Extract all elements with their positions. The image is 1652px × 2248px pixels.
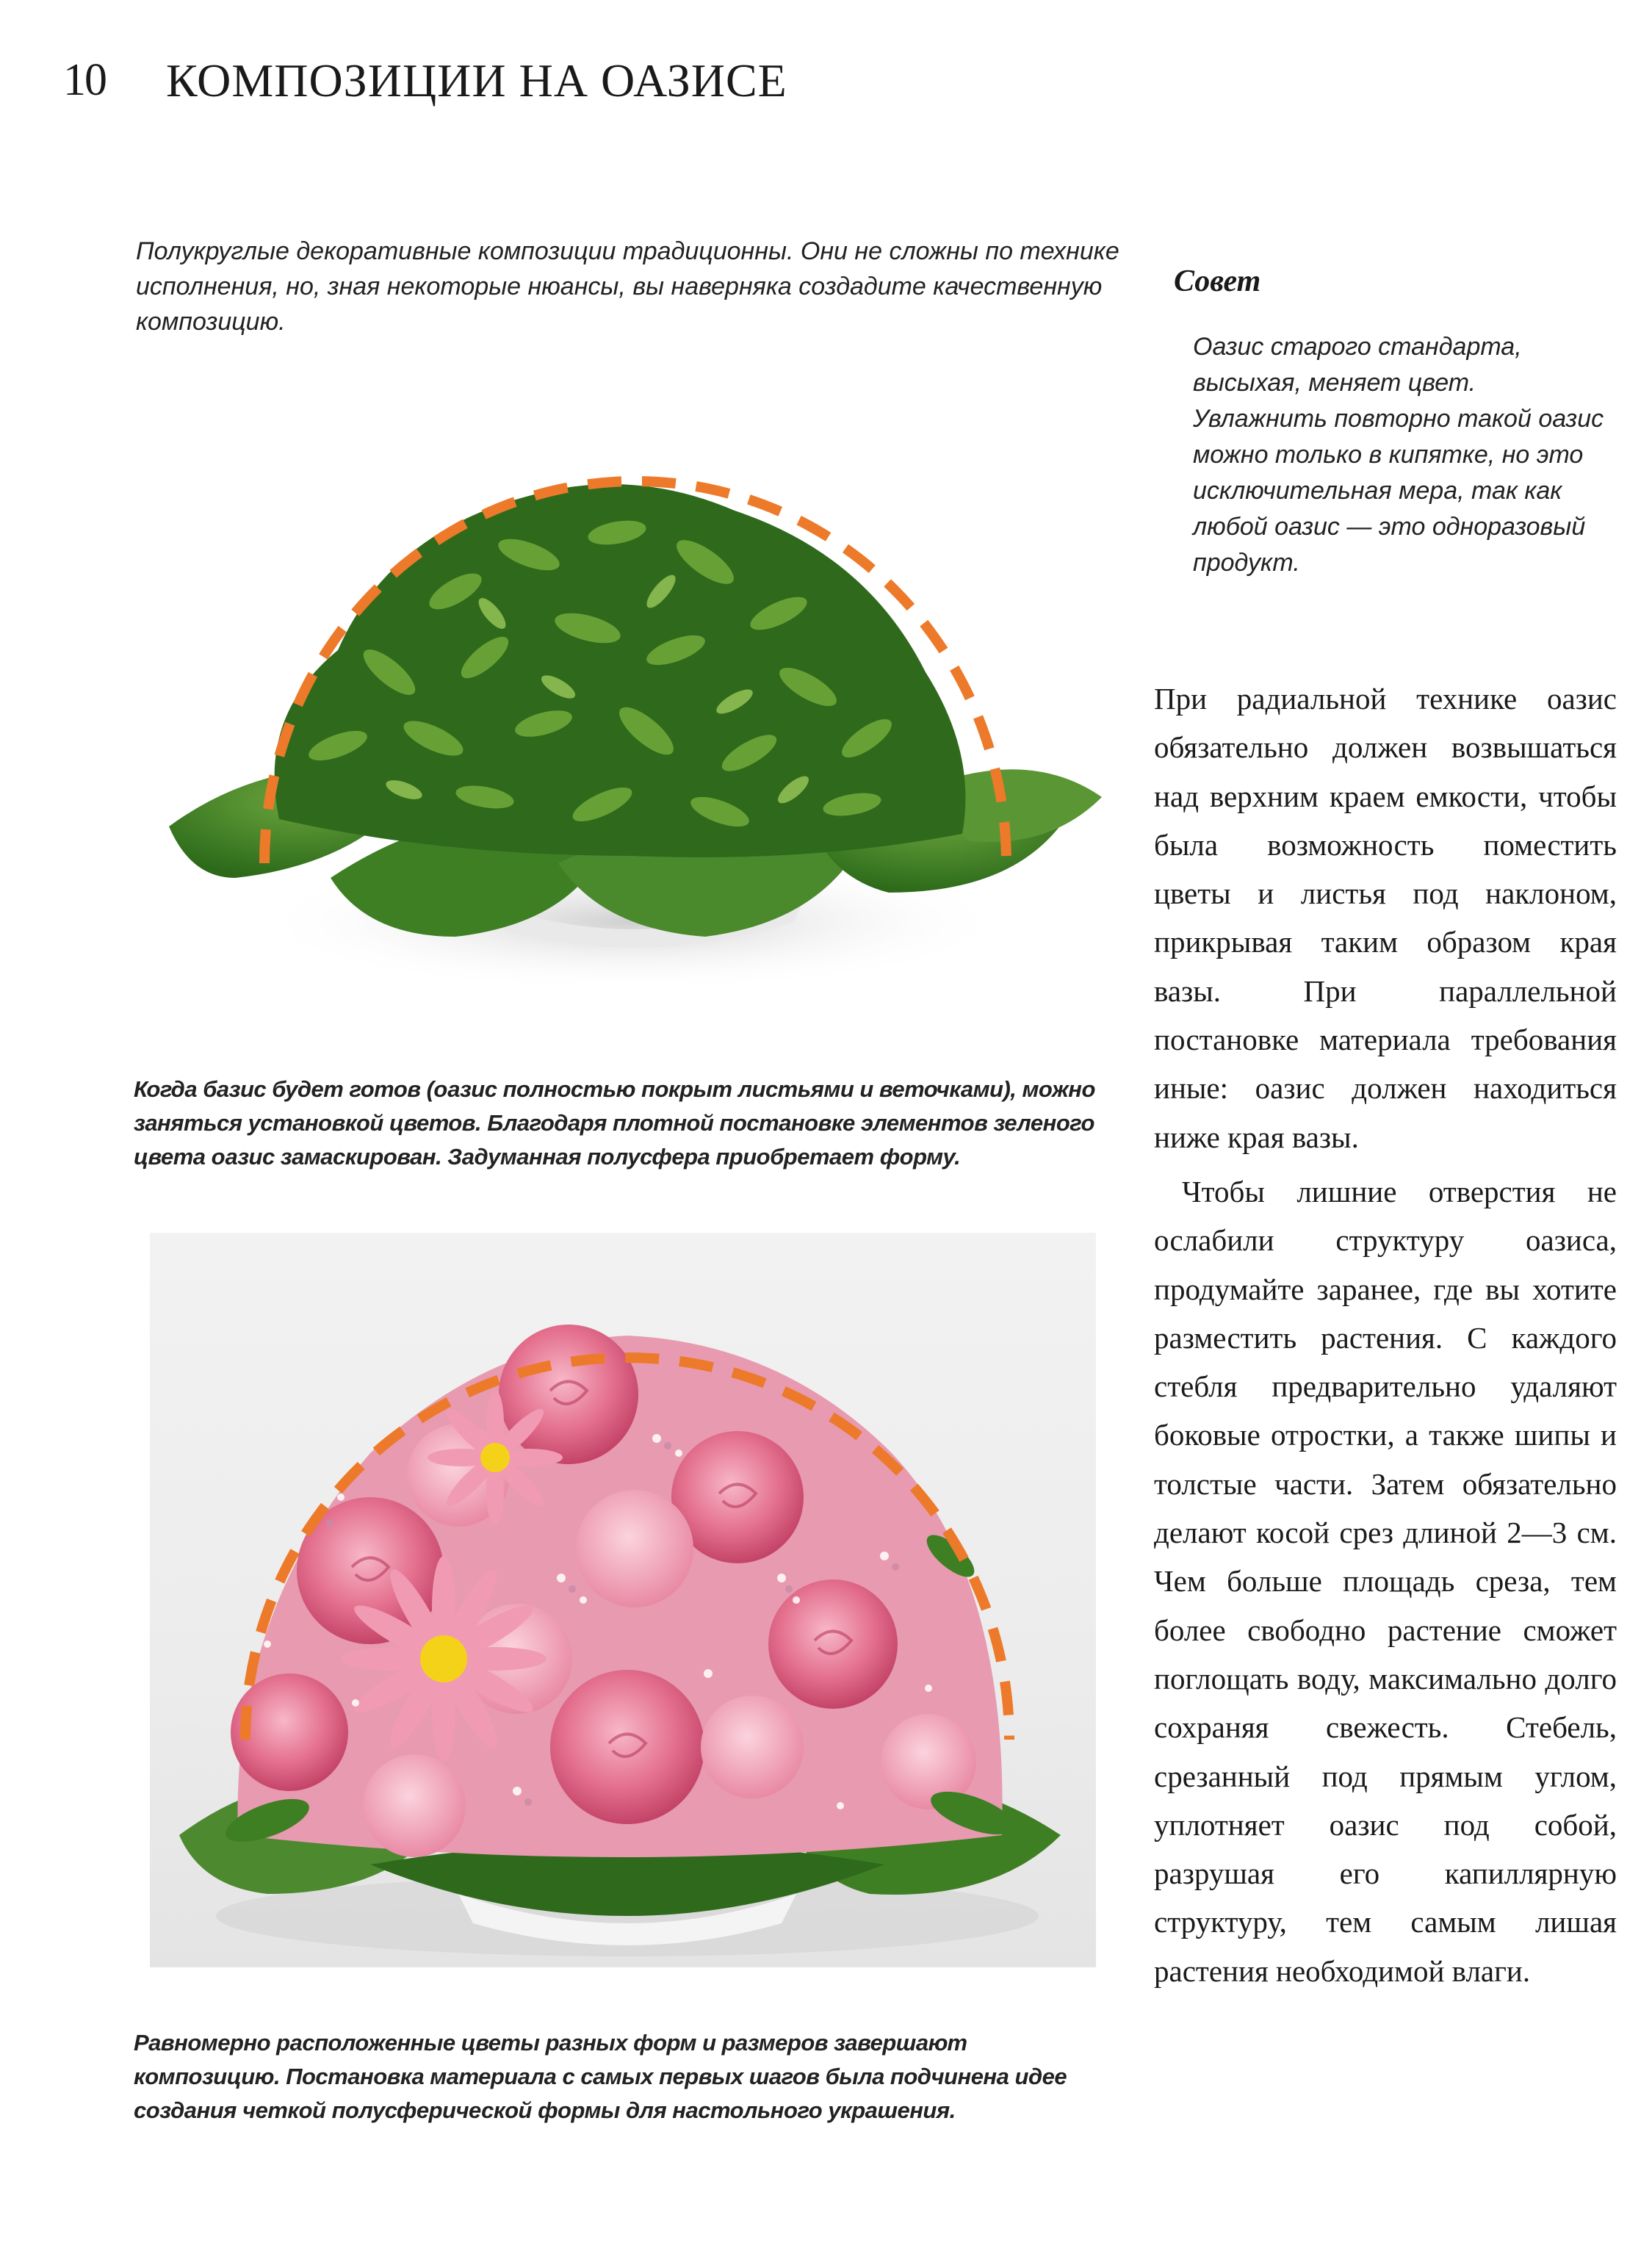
green-foliage-arrangement-image: [147, 408, 1124, 995]
pink-flower-arrangement-image: [150, 1233, 1096, 1967]
body-text-column: [1154, 674, 1617, 1995]
page-title: КОМПОЗИЦИИ НА ОАЗИСЕ: [166, 54, 787, 107]
tip-text: Оазис старого стандарта, высыхая, меняет цвет. Увлажнить повторно такой оазис можно только в кипятке, но это исключительная мера, так как любой оазис — это одноразовый продукт.: [1193, 333, 1604, 577]
body-paragraph-2: Чтобы лишние отверстия не ослабили структуру оазиса, продумайте заранее, где вы хотите разместить растения. С каждого стебля предварительно удаляют боковые отростки, а также шипы и толстые части. Затем обязательно делают косой срез длиной 2—3 см. Чем больше площадь среза, тем более свободно растение сможет поглощать воду, максимально долго сохраняя свежесть. Стебель, срезанный под прямым углом, уплотняет оазис под собой, разрушая его капиллярную структуру, тем самым лишая растения необходимой влаги.: [1154, 1174, 1617, 1988]
tip-heading: Совет: [1174, 264, 1261, 298]
intro-caption: Полукруглые декоративные композиции традиционны. Они не сложны по технике исполнения, но, зная некоторые нюансы, вы наверняка создадите качественную композицию.: [136, 237, 1119, 336]
page-number: 10: [63, 55, 106, 105]
bottom-caption: Равномерно расположенные цветы разных форм и размеров завершают композицию. Постановка материала с самых первых шагов была подчинена идее создания четкой полусферической формы для настольного украшения.: [134, 2030, 1067, 2123]
middle-caption: Когда базис будет готов (оазис полностью покрыт листьями и веточками), можно заняться установкой цветов. Благодаря плотной постановке элементов зеленого цвета оазис замаскирован. Задуманная полусфера приобретает форму.: [134, 1076, 1095, 1170]
body-paragraph-1: При радиальной технике оазис обязательно должен возвышаться над верхним краем емкости, чтобы была возможность поместить цветы и листья под наклоном, прикрывая таким образом края вазы. При параллельной постановке материала требования иные: оазис должен находиться ниже края вазы.: [1154, 682, 1617, 1154]
